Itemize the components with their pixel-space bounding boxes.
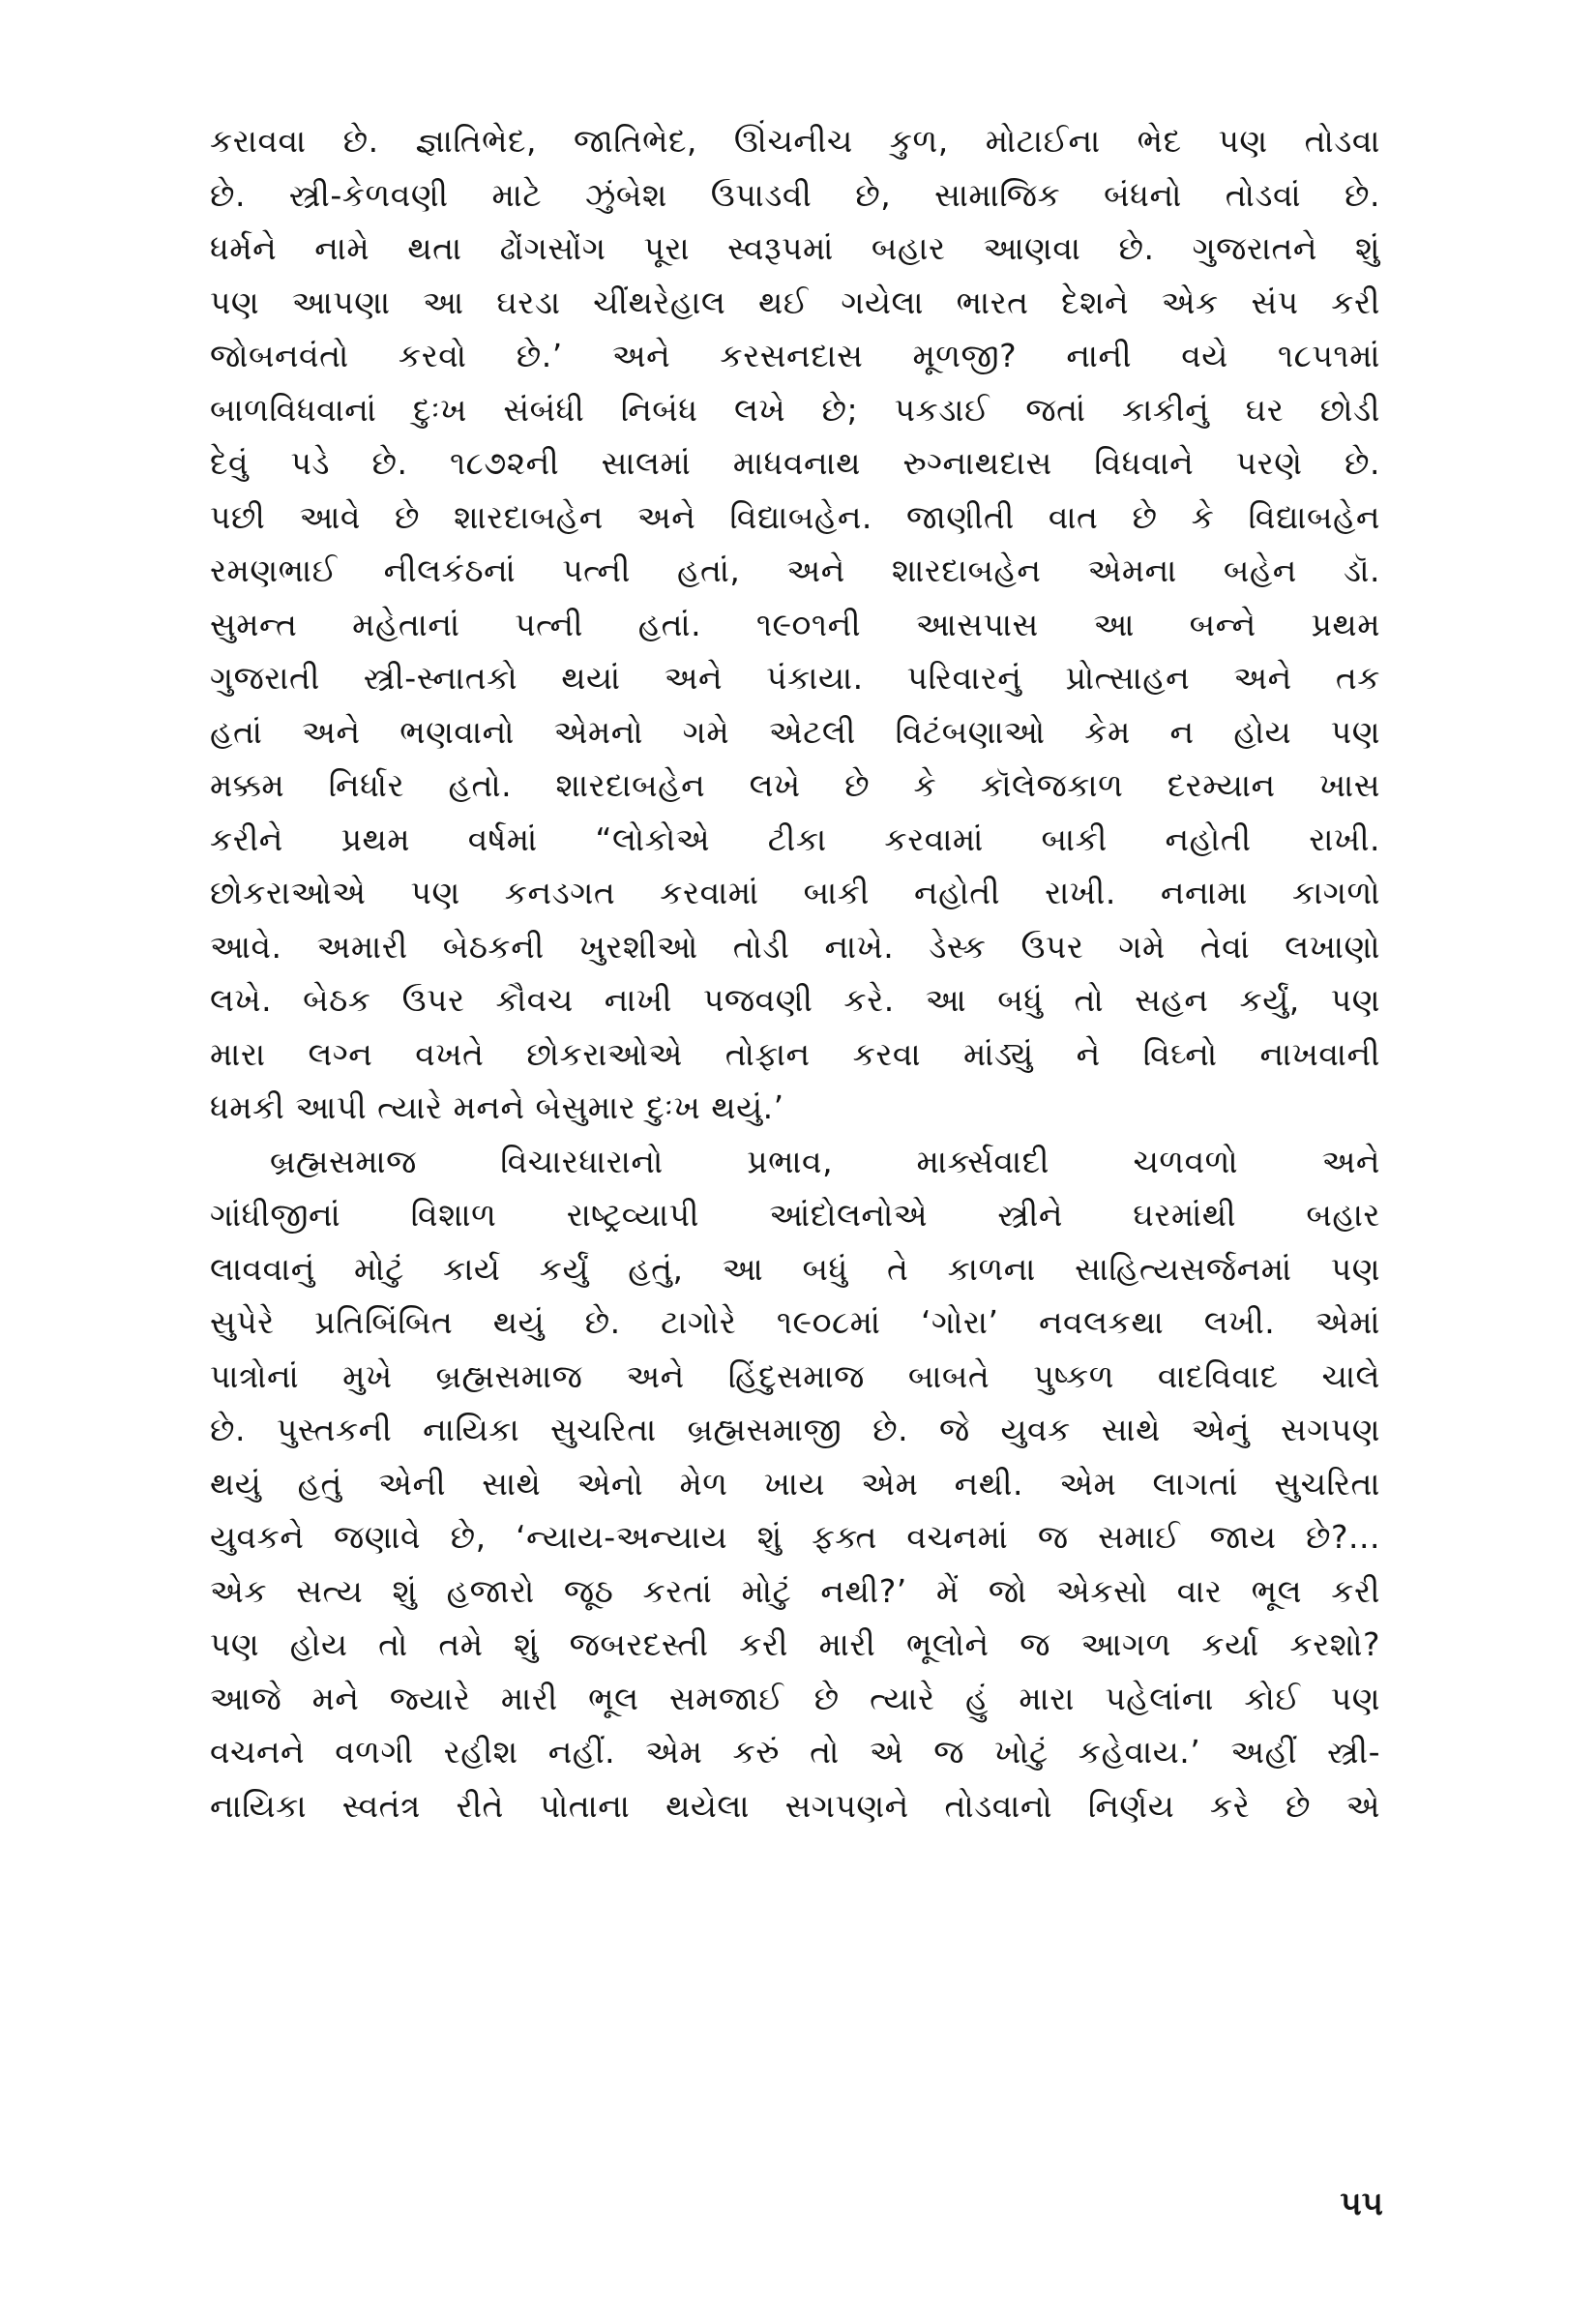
text-line: થયું હતું એની સાથે એનો મેળ ખાય એમ નથી. એમ લાગતાં સુચરિતા xyxy=(210,1464,1380,1503)
text-line: હતાં અને ભણવાનો એમનો ગમે એટલી વિટંબણાઓ કેમ ન હોય પણ xyxy=(210,712,1380,751)
text-line: બાળવિધવાનાં દુઃખ સંબંધી નિબંધ લખે છે; પકડાઈ જતાં કાકીનું ઘર છોડી xyxy=(210,390,1380,429)
text-line: પછી આવે છે શારદાબહેન અને વિદ્યાબહેન. જાણીતી વાત છે કે વિદ્યાબહેન xyxy=(210,497,1380,536)
text-line: ધર્મને નામે થતા ઢોંગસોંગ પૂરા સ્વરૂપમાં બહાર આણવા છે. ગુજરાતને શું xyxy=(210,229,1380,267)
text-line: પાત્રોનાં મુખે બ્રહ્મસમાજ અને હિંદુસમાજ બાબતે પુષ્કળ વાદવિવાદ ચાલે xyxy=(210,1356,1380,1395)
text-line: એક સત્ય શું હજારો જૂઠ કરતાં મોટું નથી?’ મેં જો એકસો વાર ભૂલ કરી xyxy=(210,1571,1380,1610)
text-line: લાવવાનું મોટું કાર્ય કર્યું હતું, આ બધું તે કાળના સાહિત્યસર્જનમાં પણ xyxy=(210,1249,1380,1288)
paragraph xyxy=(210,1135,1380,1833)
text-line: છે. પુસ્તકની નાયિકા સુચરિતા બ્રહ્મસમાજી છે. જે યુવક સાથે એનું સગપણ xyxy=(210,1411,1380,1448)
text-line: ગુજરાતી સ્ત્રી-સ્નાતકો થયાં અને પંકાયા. પરિવારનું પ્રોત્સાહન અને તક xyxy=(210,659,1380,697)
text-line: વચનને વળગી રહીશ નહીં. એમ કરું તો એ જ ખોટું કહેવાય.’ અહીં સ્ત્રી- xyxy=(210,1733,1380,1771)
body-text xyxy=(210,114,1380,1832)
text-line: લખે. બેઠક ઉપર કૌવચ નાખી પજવણી કરે. આ બધું તો સહન કર્યું, પણ xyxy=(210,981,1380,1019)
text-line: ધમકી આપી ત્યારે મનને બેસુમાર દુઃખ થયું.’ xyxy=(210,1088,784,1126)
text-line: કરાવવા છે. જ્ઞાતિભેદ, જાતિભેદ, ઊંચનીચ કુળ, મોટાઈના ભેદ પણ તોડવા xyxy=(210,122,1380,160)
text-line: બ્રહ્મસમાજ વિચારધારાનો પ્રભાવ, માર્ક્સવાદી ચળવળો અને xyxy=(270,1142,1380,1180)
text-line: પણ આપણા આ ઘરડા ચીંથરેહાલ થઈ ગયેલા ભારત દેશને એક સંપ કરી xyxy=(210,283,1380,321)
page-number: ૫૫ xyxy=(1340,2185,1383,2223)
text-line: આવે. અમારી બેઠકની ખુરશીઓ તોડી નાખે. ડેસ્ક ઉપર ગમે તેવાં લખાણો xyxy=(210,927,1380,966)
text-line: મારા લગ્ન વખતે છોકરાઓએ તોફાન કરવા માંડ્યું ને વિઘ્નો નાખવાની xyxy=(210,1034,1380,1073)
text-line: નાયિકા સ્વતંત્ર રીતે પોતાના થયેલા સગપણને તોડવાનો નિર્ણય કરે છે એ xyxy=(210,1786,1380,1825)
text-line: મક્કમ નિર્ધાર હતો. શારદાબહેન લખે છે કે કૉલેજકાળ દરમ્યાન ખાસ xyxy=(210,766,1380,804)
text-line: છોકરાઓએ પણ કનડગત કરવામાં બાકી નહોતી રાખી. નનામા કાગળો xyxy=(210,874,1380,911)
text-line: છે. સ્ત્રી-કેળવણી માટે ઝુંબેશ ઉપાડવી છે, સામાજિક બંધનો તોડવાં છે. xyxy=(210,175,1380,214)
text-line: યુવકને જણાવે છે, ‘ન્યાય-અન્યાય શું ફક્ત વચનમાં જ સમાઈ જાય છે?... xyxy=(210,1518,1380,1556)
text-line: દેવું પડે છે. ૧૮૭૨ની સાલમાં માધવનાથ રુગ્નાથદાસ વિધવાને પરણે છે. xyxy=(210,444,1380,482)
text-line: જોબનવંતો કરવો છે.’ અને કરસનદાસ મૂળજી? નાની વયે ૧૮૫૧માં xyxy=(210,337,1380,374)
text-line: ગાંધીજીનાં વિશાળ રાષ્ટ્રવ્યાપી આંદોલનોએ સ્ત્રીને ઘરમાંથી બહાર xyxy=(210,1196,1380,1234)
paragraph xyxy=(210,114,1380,1135)
text-line: કરીને પ્રથમ વર્ષમાં “લોકોએ ટીકા કરવામાં બાકી નહોતી રાખી. xyxy=(210,819,1380,858)
text-line: આજે મને જ્યારે મારી ભૂલ સમજાઈ છે ત્યારે હું મારા પહેલાંના કોઈ પણ xyxy=(210,1679,1380,1717)
text-line: પણ હોય તો તમે શું જબરદસ્તી કરી મારી ભૂલોને જ આગળ કર્યા કરશો? xyxy=(210,1625,1380,1663)
text-line: સુમન્ત મહેતાનાં પત્ની હતાં. ૧૯૦૧ની આસપાસ આ બન્ને પ્રથમ xyxy=(210,605,1380,643)
text-line: રમણભાઈ નીલકંઠનાં પત્ની હતાં, અને શારદાબહેન એમના બહેન ડૉ. xyxy=(210,551,1380,589)
text-line: સુપેરે પ્રતિબિંબિત થયું છે. ટાગોરે ૧૯૦૮માં ‘ગોરા’ નવલકથા લખી. એમાં xyxy=(210,1303,1380,1341)
